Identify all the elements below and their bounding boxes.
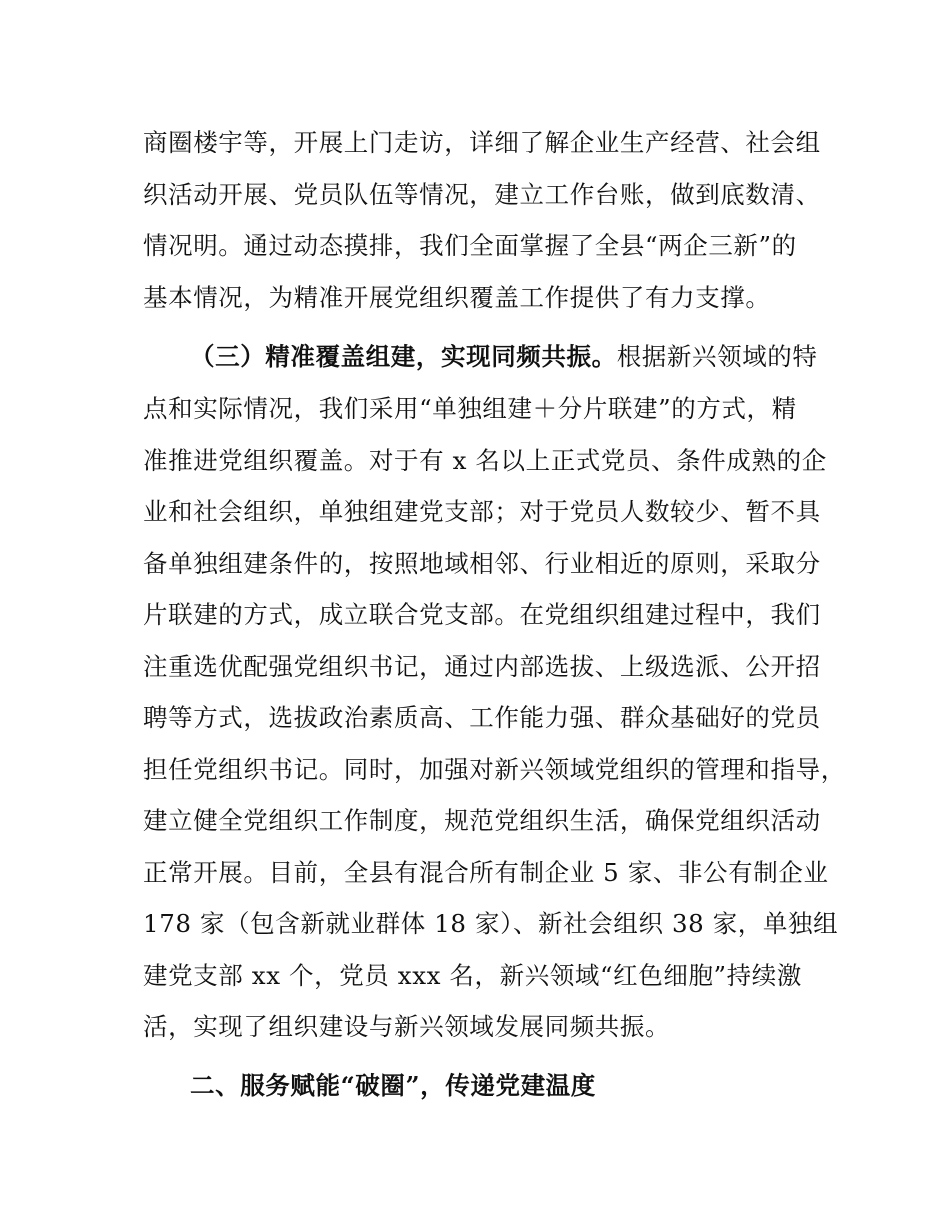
paragraph-1-line-1: 商圈楼宇等，开展上门走访，详细了解企业生产经营、社会组 [143,128,821,157]
paragraph-2-line-9: 担任党组织书记。同时，加强对新兴领域党组织的管理和指导， [143,755,846,784]
paragraph-2-line-10: 建立健全党组织工作制度，规范党组织生活，确保党组织活动 [143,806,821,835]
paragraph-2-line-6: 片联建的方式，成立联合党支部。在党组织组建过程中，我们 [143,600,821,629]
paragraph-2-line-14: 活，实现了组织建设与新兴领域发展同频共振。 [143,1012,671,1041]
paragraph-2-line-12: 178 家（包含新就业群体 18 家）、新社会组织 38 家，单独组 [143,909,839,938]
paragraph-2-line-13: 建党支部 xx 个，党员 xxx 名，新兴领域“红色细胞”持续激 [143,961,802,990]
paragraph-2-line-7: 注重选优配强党组织书记，通过内部选拔、上级选派、公开招 [143,652,821,681]
paragraph-2-line-5: 备单独组建条件的，按照地域相邻、行业相近的原则，采取分 [143,549,821,578]
paragraph-1-line-3: 情况明。通过动态摸排，我们全面掌握了全县“两企三新”的 [143,231,797,260]
section-heading: 二、服务赋能“破圈”，传递党建温度 [190,1071,596,1100]
paragraph-2-lead-text: 根据新兴领域的特 [616,342,818,371]
paragraph-2-line-1 [190,342,840,372]
paragraph-2-line-11: 正常开展。目前，全县有混合所有制企业 5 家、非公有制企业 [143,858,829,887]
paragraph-2-lead-heading: （三）精准覆盖组建，实现同频共振。 [190,342,617,371]
paragraph-2-line-4: 业和社会组织，单独组建党支部；对于党员人数较少、暂不具 [143,497,821,526]
paragraph-2-line-3: 准推进党组织覆盖。对于有 x 名以上正式党员、条件成熟的企 [143,446,827,475]
paragraph-1-line-4: 基本情况，为精准开展党组织覆盖工作提供了有力支撑。 [143,283,771,312]
paragraph-2-line-2: 点和实际情况，我们采用“单独组建＋分片联建”的方式，精 [143,394,797,423]
paragraph-1-line-2: 织活动开展、党员队伍等情况，建立工作台账，做到底数清、 [143,180,821,209]
paragraph-2-line-8: 聘等方式，选拔政治素质高、工作能力强、群众基础好的党员 [143,703,821,732]
